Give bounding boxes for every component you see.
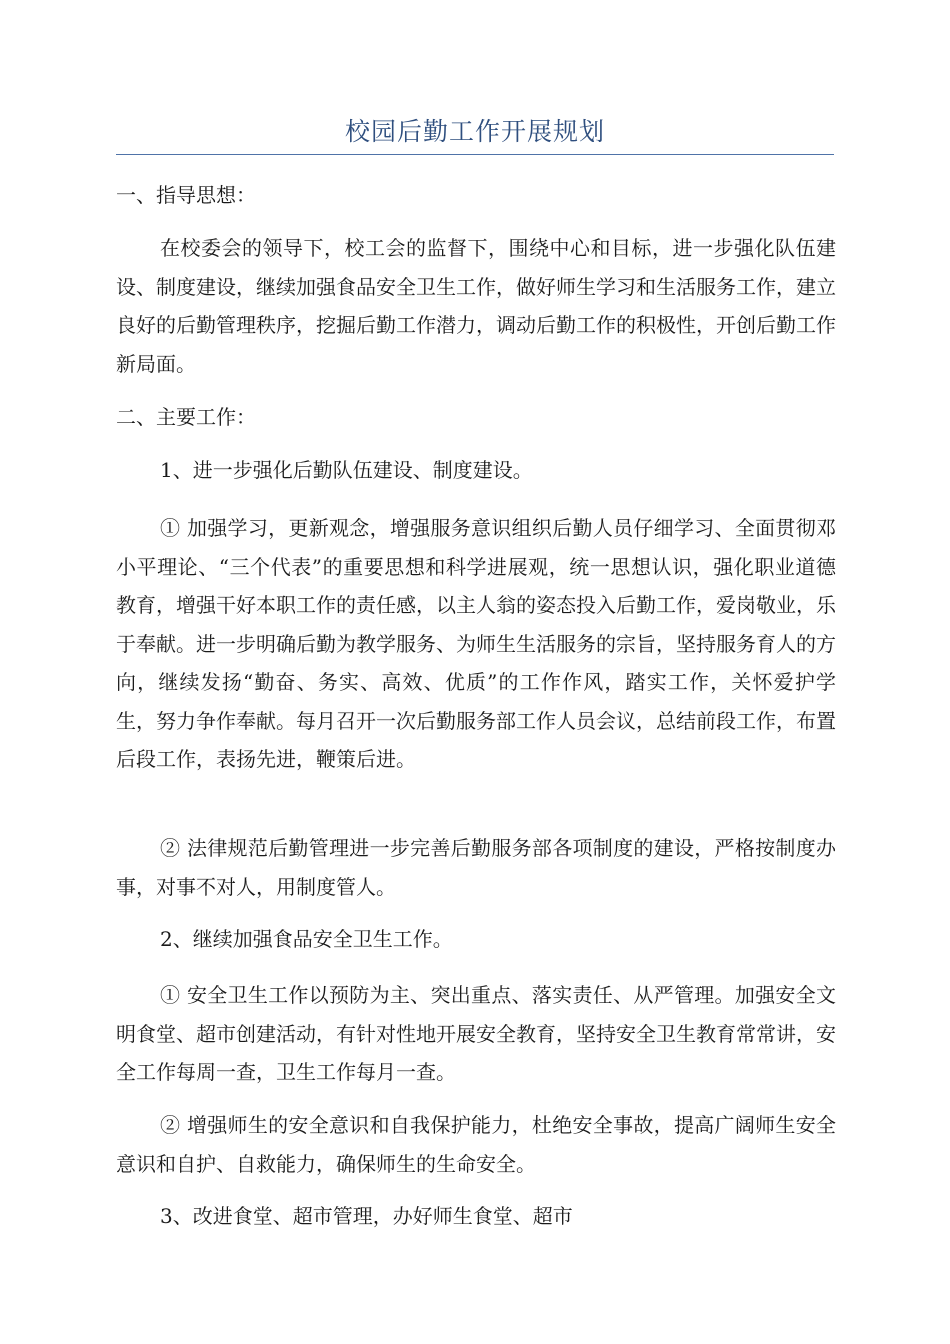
- paragraph-2-1: ① 安全卫生工作以预防为主、突出重点、落实责任、从严管理。加强安全文明食堂、超市创建活动，有针对性地开展安全教育，坚持安全卫生教育常常讲，安全工作每周一查，卫生工作每月一查。: [116, 983, 836, 1084]
- item-heading-3: 3、改进食堂、超市管理，办好师生食堂、超市: [160, 1204, 573, 1228]
- paragraph-1-1: ① 加强学习，更新观念，增强服务意识组织后勤人员仔细学习、全面贯彻邓小平理论、“三个代表”的重要思想和科学进展观，统一思想认识，强化职业道德教育，增强干好本职工作的责任感，以主人翁的姿态投入后勤工作，爱岗敬业，乐于奉献。进一步明确后勤为教学服务、为师生生活服务的宗旨，坚持服务育人的方向，继续发扬“勤奋、务实、高效、优质”的工作作风，踏实工作，关怀爱护学生，努力争作奉献。每月召开一次后勤服务部工作人员会议，总结前段工作，布置后段工作，表扬先进，鞭策后进。: [116, 516, 836, 771]
- paragraph-guiding-thought: 在校委会的领导下，校工会的监督下，围绕中心和目标，进一步强化队伍建设、制度建设，继续加强食品安全卫生工作，做好师生学习和生活服务工作，建立良好的后勤管理秩序，挖掘后勤工作潜力，调动后勤工作的积极性，开创后勤工作新局面。: [116, 236, 836, 376]
- item-heading-2: 2、继续加强食品安全卫生工作。: [160, 927, 453, 951]
- section-heading-main-work: 二、主要工作：: [116, 405, 256, 429]
- paragraph-2-2: ② 增强师生的安全意识和自我保护能力，杜绝安全事故，提高广阔师生安全意识和自护、自救能力，确保师生的生命安全。: [116, 1113, 836, 1176]
- section-heading-guiding-thought: 一、指导思想：: [116, 183, 256, 207]
- title-underline: [116, 154, 834, 155]
- paragraph-1-2: ② 法律规范后勤管理进一步完善后勤服务部各项制度的建设，严格按制度办事，对事不对人，用制度管人。: [116, 836, 836, 899]
- item-heading-1: 1、进一步强化后勤队伍建设、制度建设。: [160, 458, 533, 482]
- document-title: 校园后勤工作开展规划: [344, 117, 605, 146]
